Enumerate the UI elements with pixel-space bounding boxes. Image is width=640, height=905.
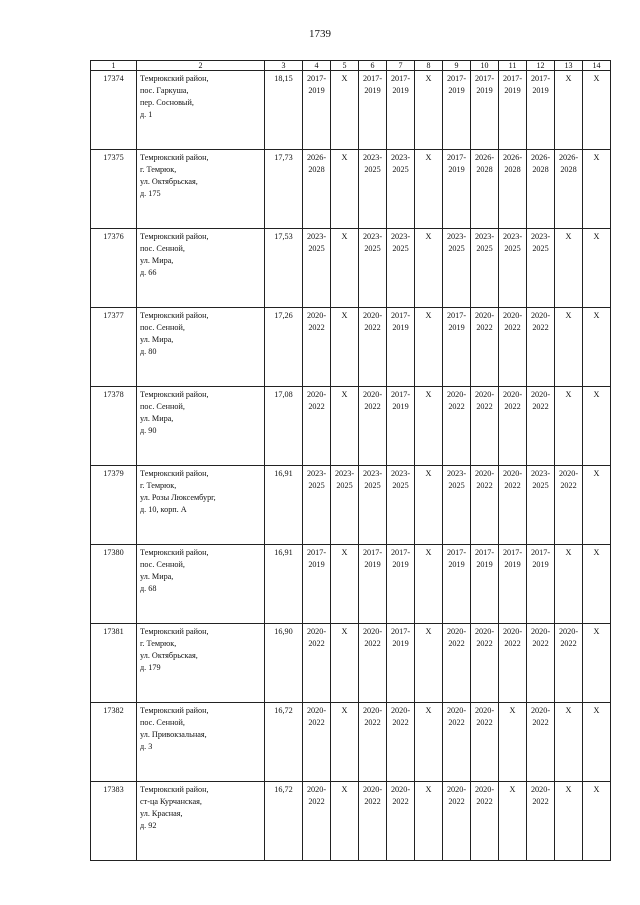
period-cell: 2020-2022 — [303, 703, 331, 782]
address-line: Темрюкский район, — [140, 627, 209, 636]
row-id: 17383 — [91, 782, 137, 861]
address-line: Темрюкский район, — [140, 74, 209, 83]
period-cell: 2020-2022 — [555, 624, 583, 703]
period-cell: 2023-2025 — [443, 229, 471, 308]
table-body — [91, 61, 611, 861]
period-cell: 2023-2025 — [471, 229, 499, 308]
period-cell: 2017-2019 — [387, 624, 415, 703]
address-line: Темрюкский район, — [140, 232, 209, 241]
period-cell: 2017-2019 — [303, 71, 331, 150]
period-cell: 2020-2022 — [359, 624, 387, 703]
period-cell: 2017-2019 — [499, 545, 527, 624]
address-line: д. 90 — [140, 426, 157, 435]
address-line: д. 92 — [140, 821, 157, 830]
address-line: д. 1 — [140, 110, 153, 119]
column-header: 7 — [387, 61, 415, 71]
period-cell: X — [583, 229, 611, 308]
period-cell: 2020-2022 — [527, 703, 555, 782]
period-cell: 2017-2019 — [471, 545, 499, 624]
period-cell: X — [415, 703, 443, 782]
period-cell: 2020-2022 — [499, 308, 527, 387]
period-cell: X — [583, 703, 611, 782]
row-id: 17374 — [91, 71, 137, 150]
period-cell: 2023-2025 — [387, 229, 415, 308]
area-cell: 17,53 — [265, 229, 303, 308]
address-cell — [137, 703, 265, 782]
period-cell: X — [415, 229, 443, 308]
period-cell: 2023-2025 — [527, 229, 555, 308]
column-header: 8 — [415, 61, 443, 71]
column-header: 14 — [583, 61, 611, 71]
table-row — [91, 624, 611, 703]
table-row — [91, 466, 611, 545]
period-cell: 2023-2025 — [499, 229, 527, 308]
period-cell: 2020-2022 — [303, 308, 331, 387]
period-cell: 2023-2025 — [303, 466, 331, 545]
period-cell: X — [583, 782, 611, 861]
address-line: ул. Мира, — [140, 414, 174, 423]
period-cell: 2017-2019 — [443, 150, 471, 229]
address-line: пос. Сенной, — [140, 402, 185, 411]
period-cell: 2026-2028 — [555, 150, 583, 229]
period-cell: 2017-2019 — [443, 71, 471, 150]
period-cell: X — [415, 545, 443, 624]
period-cell: 2017-2019 — [471, 71, 499, 150]
address-line: ул. Розы Люксембург, — [140, 493, 216, 502]
column-header: 3 — [265, 61, 303, 71]
area-cell: 16,72 — [265, 703, 303, 782]
period-cell: 2020-2022 — [555, 466, 583, 545]
column-header: 9 — [443, 61, 471, 71]
row-id: 17377 — [91, 308, 137, 387]
period-cell: 2023-2025 — [303, 229, 331, 308]
column-header: 11 — [499, 61, 527, 71]
period-cell: X — [583, 150, 611, 229]
period-cell: 2020-2022 — [359, 387, 387, 466]
address-line: г. Темрюк, — [140, 481, 177, 490]
address-line: пос. Сенной, — [140, 718, 185, 727]
period-cell: 2020-2022 — [303, 387, 331, 466]
address-line: ст-ца Курчанская, — [140, 797, 202, 806]
row-id: 17381 — [91, 624, 137, 703]
period-cell: 2020-2022 — [499, 624, 527, 703]
period-cell: X — [583, 466, 611, 545]
period-cell: X — [555, 387, 583, 466]
address-line: Темрюкский район, — [140, 390, 209, 399]
area-cell: 16,90 — [265, 624, 303, 703]
column-header: 6 — [359, 61, 387, 71]
period-cell: X — [415, 782, 443, 861]
period-cell: 2020-2022 — [303, 624, 331, 703]
period-cell: 2020-2022 — [387, 782, 415, 861]
period-cell: X — [499, 703, 527, 782]
row-id: 17380 — [91, 545, 137, 624]
period-cell: 2020-2022 — [471, 703, 499, 782]
period-cell: X — [415, 71, 443, 150]
period-cell: 2020-2022 — [359, 782, 387, 861]
area-cell: 17,08 — [265, 387, 303, 466]
row-id: 17379 — [91, 466, 137, 545]
address-cell — [137, 229, 265, 308]
column-header: 5 — [331, 61, 359, 71]
table-row — [91, 308, 611, 387]
address-line: Темрюкский район, — [140, 785, 209, 794]
area-cell: 18,15 — [265, 71, 303, 150]
area-cell: 16,72 — [265, 782, 303, 861]
period-cell: 2017-2019 — [527, 545, 555, 624]
period-cell: X — [331, 545, 359, 624]
address-line: д. 175 — [140, 189, 161, 198]
page-number: 1739 — [309, 28, 331, 40]
area-cell: 16,91 — [265, 545, 303, 624]
table-row — [91, 387, 611, 466]
period-cell: 2017-2019 — [387, 545, 415, 624]
period-cell: 2020-2022 — [527, 387, 555, 466]
period-cell: 2020-2022 — [499, 387, 527, 466]
table-row — [91, 782, 611, 861]
address-line: д. 10, корп. А — [140, 505, 187, 514]
address-line: пос. Сенной, — [140, 323, 185, 332]
period-cell: X — [499, 782, 527, 861]
period-cell: 2017-2019 — [387, 308, 415, 387]
address-line: д. 66 — [140, 268, 157, 277]
period-cell: 2023-2025 — [387, 466, 415, 545]
registry-table — [90, 60, 611, 861]
period-cell: 2020-2022 — [471, 624, 499, 703]
address-line: ул. Мира, — [140, 335, 174, 344]
row-id: 17382 — [91, 703, 137, 782]
period-cell: 2023-2025 — [527, 466, 555, 545]
period-cell: 2017-2019 — [387, 71, 415, 150]
period-cell: X — [583, 71, 611, 150]
period-cell: 2023-2025 — [443, 466, 471, 545]
period-cell: 2026-2028 — [471, 150, 499, 229]
period-cell: 2026-2028 — [303, 150, 331, 229]
address-cell — [137, 782, 265, 861]
column-header: 2 — [137, 61, 265, 71]
period-cell: 2020-2022 — [359, 703, 387, 782]
period-cell: 2020-2022 — [471, 466, 499, 545]
period-cell: X — [331, 387, 359, 466]
period-cell: 2023-2025 — [359, 229, 387, 308]
period-cell: X — [415, 387, 443, 466]
period-cell: X — [555, 229, 583, 308]
column-header: 12 — [527, 61, 555, 71]
column-header: 13 — [555, 61, 583, 71]
period-cell: 2020-2022 — [387, 703, 415, 782]
address-line: ул. Мира, — [140, 572, 174, 581]
period-cell: X — [331, 624, 359, 703]
address-line: Темрюкский район, — [140, 153, 209, 162]
address-line: пос. Гаркуша, — [140, 86, 189, 95]
area-cell: 16,91 — [265, 466, 303, 545]
period-cell: X — [555, 703, 583, 782]
address-line: ул. Мира, — [140, 256, 174, 265]
period-cell: X — [331, 71, 359, 150]
column-header: 4 — [303, 61, 331, 71]
address-line: ул. Красная, — [140, 809, 183, 818]
table-row — [91, 150, 611, 229]
period-cell: 2020-2022 — [303, 782, 331, 861]
address-cell — [137, 387, 265, 466]
period-cell: 2020-2022 — [471, 308, 499, 387]
period-cell: X — [331, 150, 359, 229]
period-cell: X — [583, 308, 611, 387]
table-row — [91, 71, 611, 150]
address-cell — [137, 545, 265, 624]
period-cell: X — [555, 71, 583, 150]
period-cell: 2017-2019 — [443, 308, 471, 387]
address-line: пер. Сосновый, — [140, 98, 194, 107]
period-cell: X — [555, 545, 583, 624]
address-line: пос. Сенной, — [140, 560, 185, 569]
period-cell: X — [555, 308, 583, 387]
area-cell: 17,73 — [265, 150, 303, 229]
address-line: Темрюкский район, — [140, 548, 209, 557]
address-cell — [137, 308, 265, 387]
address-line: Темрюкский район, — [140, 706, 209, 715]
area-cell: 17,26 — [265, 308, 303, 387]
period-cell: X — [583, 545, 611, 624]
address-cell — [137, 150, 265, 229]
row-id: 17376 — [91, 229, 137, 308]
address-line: д. 3 — [140, 742, 153, 751]
period-cell: 2017-2019 — [499, 71, 527, 150]
period-cell: 2026-2028 — [499, 150, 527, 229]
table-row — [91, 545, 611, 624]
period-cell: 2023-2025 — [359, 466, 387, 545]
period-cell: X — [331, 308, 359, 387]
period-cell: 2020-2022 — [443, 782, 471, 861]
period-cell: 2017-2019 — [387, 387, 415, 466]
address-line: ул. Октябрьская, — [140, 651, 198, 660]
period-cell: 2023-2025 — [331, 466, 359, 545]
period-cell: 2026-2028 — [527, 150, 555, 229]
header-row — [91, 61, 611, 71]
period-cell: 2017-2019 — [443, 545, 471, 624]
period-cell: 2017-2019 — [303, 545, 331, 624]
address-line: д. 80 — [140, 347, 157, 356]
period-cell: 2020-2022 — [527, 782, 555, 861]
address-cell — [137, 466, 265, 545]
period-cell: 2020-2022 — [471, 782, 499, 861]
address-line: г. Темрюк, — [140, 639, 177, 648]
row-id: 17378 — [91, 387, 137, 466]
address-line: д. 68 — [140, 584, 157, 593]
period-cell: X — [331, 782, 359, 861]
period-cell: 2023-2025 — [359, 150, 387, 229]
period-cell: 2020-2022 — [527, 624, 555, 703]
row-id: 17375 — [91, 150, 137, 229]
period-cell: X — [331, 703, 359, 782]
column-header: 1 — [91, 61, 137, 71]
period-cell: 2017-2019 — [359, 71, 387, 150]
period-cell: X — [415, 308, 443, 387]
period-cell: X — [415, 624, 443, 703]
period-cell: X — [583, 387, 611, 466]
table-row — [91, 703, 611, 782]
address-cell — [137, 624, 265, 703]
period-cell: X — [555, 782, 583, 861]
period-cell: 2020-2022 — [499, 466, 527, 545]
period-cell: 2017-2019 — [527, 71, 555, 150]
address-line: г. Темрюк, — [140, 165, 177, 174]
address-line: д. 179 — [140, 663, 161, 672]
period-cell: 2020-2022 — [527, 308, 555, 387]
address-line: Темрюкский район, — [140, 311, 209, 320]
period-cell: 2020-2022 — [471, 387, 499, 466]
address-cell — [137, 71, 265, 150]
period-cell: X — [415, 150, 443, 229]
period-cell: 2020-2022 — [443, 624, 471, 703]
column-header: 10 — [471, 61, 499, 71]
table-row — [91, 229, 611, 308]
period-cell: X — [331, 229, 359, 308]
period-cell: 2020-2022 — [443, 387, 471, 466]
address-line: ул. Октябрьская, — [140, 177, 198, 186]
period-cell: 2017-2019 — [359, 545, 387, 624]
period-cell: X — [415, 466, 443, 545]
address-line: Темрюкский район, — [140, 469, 209, 478]
period-cell: 2020-2022 — [443, 703, 471, 782]
period-cell: 2020-2022 — [359, 308, 387, 387]
period-cell: 2023-2025 — [387, 150, 415, 229]
address-line: пос. Сенной, — [140, 244, 185, 253]
period-cell: X — [583, 624, 611, 703]
address-line: ул. Привокзальная, — [140, 730, 207, 739]
